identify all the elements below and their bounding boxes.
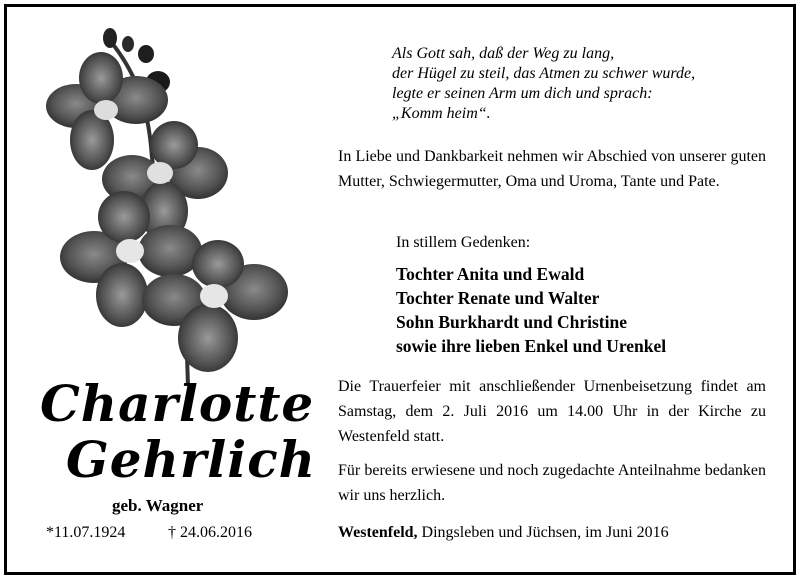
closing-place: Westenfeld, <box>338 524 418 541</box>
deceased-first-name: Charlotte <box>40 374 315 433</box>
intro-paragraph: In Liebe und Dankbarkeit nehmen wir Abschied von unserer guten Mutter, Schwiegermutter, Oma und Uroma, Tante und Pate. <box>338 148 766 190</box>
funeral-paragraph: Die Trauerfeier mit anschließender Urnenbeisetzung findet am Samstag, dem 2. Juli 2016 um 14.00 Uhr in der Kirche zu Westenfeld statt. <box>338 378 766 445</box>
poem <box>392 44 772 124</box>
maiden-name: geb. Wagner <box>112 496 204 515</box>
orchid-icon <box>36 26 306 396</box>
thanks-paragraph: Für bereits erwiesene und noch zugedachte Anteilnahme bedanken wir uns herzlich. <box>338 462 766 504</box>
poem-line: der Hügel zu steil, das Atmen zu schwer wurde, <box>392 65 696 82</box>
deceased-last-name: Gehrlich <box>66 430 316 489</box>
mourner-name: Tochter Anita und Ewald <box>396 264 585 284</box>
mourner-name: Tochter Renate und Walter <box>396 288 600 308</box>
poem-line: legte er seinen Arm um dich und sprach: <box>392 85 653 102</box>
mourner-name: Sohn Burkhardt und Christine <box>396 312 627 332</box>
poem-line: „Komm heim“. <box>392 105 491 122</box>
death-date: † 24.06.2016 <box>168 524 252 541</box>
birth-date: *11.07.1924 <box>46 524 126 541</box>
mourners-label: In stillem Gedenken: <box>396 234 531 251</box>
mourners-list <box>396 262 666 358</box>
closing-line <box>338 524 669 542</box>
closing-rest: Dingsleben und Jüchsen, im Juni 2016 <box>417 524 669 541</box>
poem-line: Als Gott sah, daß der Weg zu lang, <box>392 45 615 62</box>
mourner-name: sowie ihre lieben Enkel und Urenkel <box>396 336 667 356</box>
